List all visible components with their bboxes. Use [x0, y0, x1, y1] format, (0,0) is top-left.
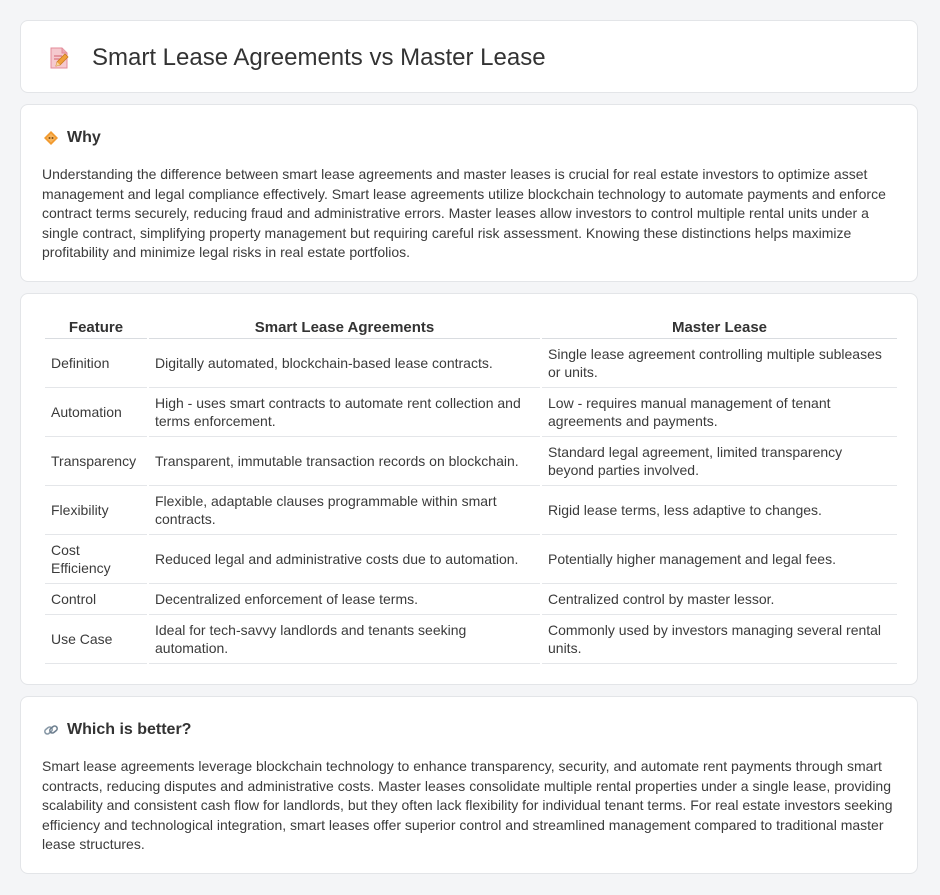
column-header-feature: Feature: [45, 316, 147, 339]
better-title: Which is better?: [67, 721, 192, 738]
feature-cell: Automation: [45, 388, 147, 437]
smart-lease-cell: Ideal for tech-savvy landlords and tenants seeking automation.: [149, 615, 540, 664]
table-row: [45, 339, 897, 388]
why-section: [20, 104, 918, 282]
master-lease-cell: Standard legal agreement, limited transparency beyond parties involved.: [542, 437, 897, 486]
master-lease-cell: Low - requires manual management of tenant agreements and payments.: [542, 388, 897, 437]
better-heading: [43, 719, 191, 741]
why-text: Understanding the difference between smart lease agreements and master leases is crucial for real estate investors to optimize asset management and legal compliance effectively. Smart lease agreements utilize blockchain technology to automate payments and enforce contract terms securely, reducing fraud and administrative errors. Master leases allow investors to control multiple rental units under a single contract, simplifying property management but requiring careful risk assessment. Knowing these distinctions helps maximize profitability and minimize legal risks in real estate portfolios.: [42, 166, 886, 260]
why-heading: [43, 127, 101, 149]
smart-lease-cell: Flexible, adaptable clauses programmable within smart contracts.: [149, 486, 540, 535]
master-lease-cell: Centralized control by master lessor.: [542, 584, 897, 615]
master-lease-cell: Potentially higher management and legal fees.: [542, 535, 897, 584]
table-row: [45, 615, 897, 664]
master-lease-cell: Single lease agreement controlling multiple subleases or units.: [542, 339, 897, 388]
page-title: Smart Lease Agreements vs Master Lease: [92, 44, 546, 71]
link-icon: [43, 722, 59, 738]
diamond-icon: [43, 130, 59, 146]
table-row: [45, 584, 897, 615]
column-header-master-lease: Master Lease: [542, 316, 897, 339]
column-header-smart-lease: Smart Lease Agreements: [149, 316, 540, 339]
smart-lease-cell: Transparent, immutable transaction records on blockchain.: [149, 437, 540, 486]
table-row: [45, 535, 897, 584]
document-pencil-icon: [47, 46, 71, 70]
feature-cell: Transparency: [45, 437, 147, 486]
table-row: [45, 437, 897, 486]
table-row: [45, 388, 897, 437]
feature-cell: Use Case: [45, 615, 147, 664]
feature-cell: Flexibility: [45, 486, 147, 535]
smart-lease-cell: Reduced legal and administrative costs due to automation.: [149, 535, 540, 584]
smart-lease-cell: High - uses smart contracts to automate rent collection and terms enforcement.: [149, 388, 540, 437]
better-text: Smart lease agreements leverage blockchain technology to enhance transparency, security, and automate rent payments through smart contracts, reducing disputes and administrative costs. Master leases consolidate multiple rental properties under a single lease, providing scalability and consistent cash flow for landlords, but they often lack flexibility for individual tenant terms. For real estate investors seeking efficiency and technological integration, smart leases offer superior control and streamlined management compared to traditional master lease structures.: [42, 758, 893, 852]
feature-cell: Cost Efficiency: [45, 535, 147, 584]
smart-lease-cell: Digitally automated, blockchain-based lease contracts.: [149, 339, 540, 388]
which-is-better-section: [20, 696, 918, 874]
header-card: [20, 20, 918, 93]
comparison-table: [43, 316, 899, 664]
table-header-row: [45, 316, 897, 339]
smart-lease-cell: Decentralized enforcement of lease terms.: [149, 584, 540, 615]
why-title: Why: [67, 129, 101, 146]
table-row: [45, 486, 897, 535]
feature-cell: Control: [45, 584, 147, 615]
comparison-section: [20, 293, 918, 685]
feature-cell: Definition: [45, 339, 147, 388]
master-lease-cell: Rigid lease terms, less adaptive to changes.: [542, 486, 897, 535]
master-lease-cell: Commonly used by investors managing several rental units.: [542, 615, 897, 664]
